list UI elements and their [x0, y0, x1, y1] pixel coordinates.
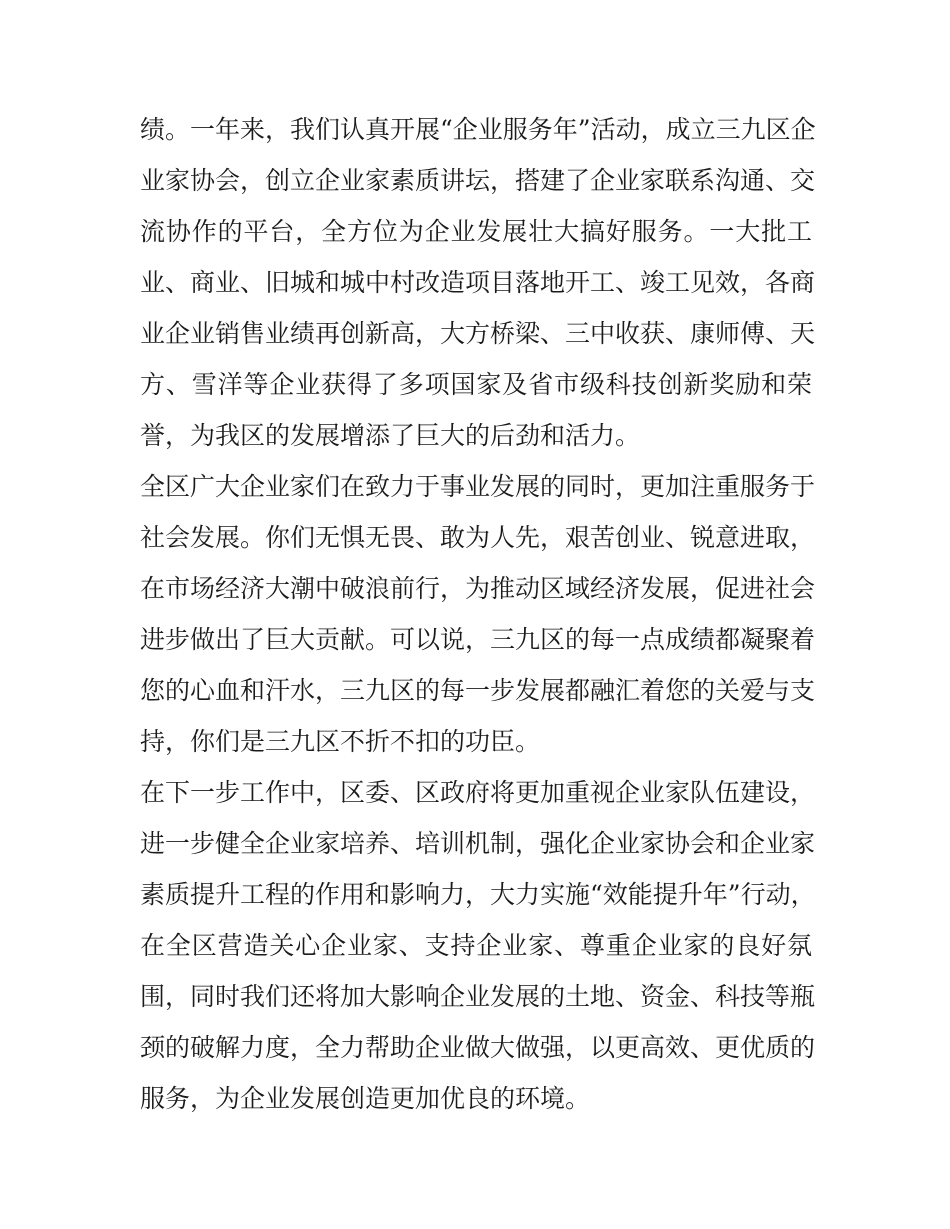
text-line: 全区广大企业家们在致力于事业发展的同时，更加注重服务于 — [140, 472, 816, 501]
text-line: 素质提升工程的作用和影响力，大力实施“效能提升年”行动， — [140, 880, 816, 909]
text-line: 在下一步工作中，区委、区政府将更加重视企业家队伍建设， — [140, 778, 816, 807]
document-body — [140, 104, 816, 1124]
paragraph-3 — [140, 767, 816, 1124]
text-line: 围，同时我们还将加大影响企业发展的土地、资金、科技等瓶 — [140, 982, 816, 1011]
text-line: 业、商业、旧城和城中村改造项目落地开工、竣工见效，各商 — [140, 268, 816, 297]
paragraph-1 — [140, 104, 816, 461]
text-line: 流协作的平台，全方位为企业发展壮大搞好服务。一大批工 — [140, 217, 812, 246]
text-line: 绩。一年来，我们认真开展“企业服务年”活动，成立三九区企 — [140, 115, 816, 144]
text-line: 进一步健全企业家培养、培训机制，强化企业家协会和企业家 — [140, 829, 816, 858]
text-line: 在市场经济大潮中破浪前行，为推动区域经济发展，促进社会 — [140, 574, 816, 603]
text-line: 持，你们是三九区不折不扣的功臣。 — [140, 727, 541, 756]
text-line: 颈的破解力度，全力帮助企业做大做强，以更高效、更优质的 — [140, 1033, 816, 1062]
text-line: 社会发展。你们无惧无畏、敢为人先，艰苦创业、锐意进取， — [140, 523, 816, 552]
text-line: 业企业销售业绩再创新高，大方桥梁、三中收获、康师傅、天 — [140, 319, 816, 348]
text-line: 您的心血和汗水，三九区的每一步发展都融汇着您的关爱与支 — [140, 676, 816, 705]
text-line: 业家协会，创立企业家素质讲坛，搭建了企业家联系沟通、交 — [140, 166, 816, 195]
text-line: 方、雪洋等企业获得了多项国家及省市级科技创新奖励和荣 — [140, 370, 812, 399]
text-line: 誉，为我区的发展增添了巨大的后劲和活力。 — [140, 421, 641, 450]
text-line: 进步做出了巨大贡献。可以说，三九区的每一点成绩都凝聚着 — [140, 625, 816, 654]
text-line: 在全区营造关心企业家、支持企业家、尊重企业家的良好氛 — [140, 931, 812, 960]
paragraph-2 — [140, 461, 816, 767]
text-line: 服务，为企业发展创造更加优良的环境。 — [140, 1084, 591, 1113]
